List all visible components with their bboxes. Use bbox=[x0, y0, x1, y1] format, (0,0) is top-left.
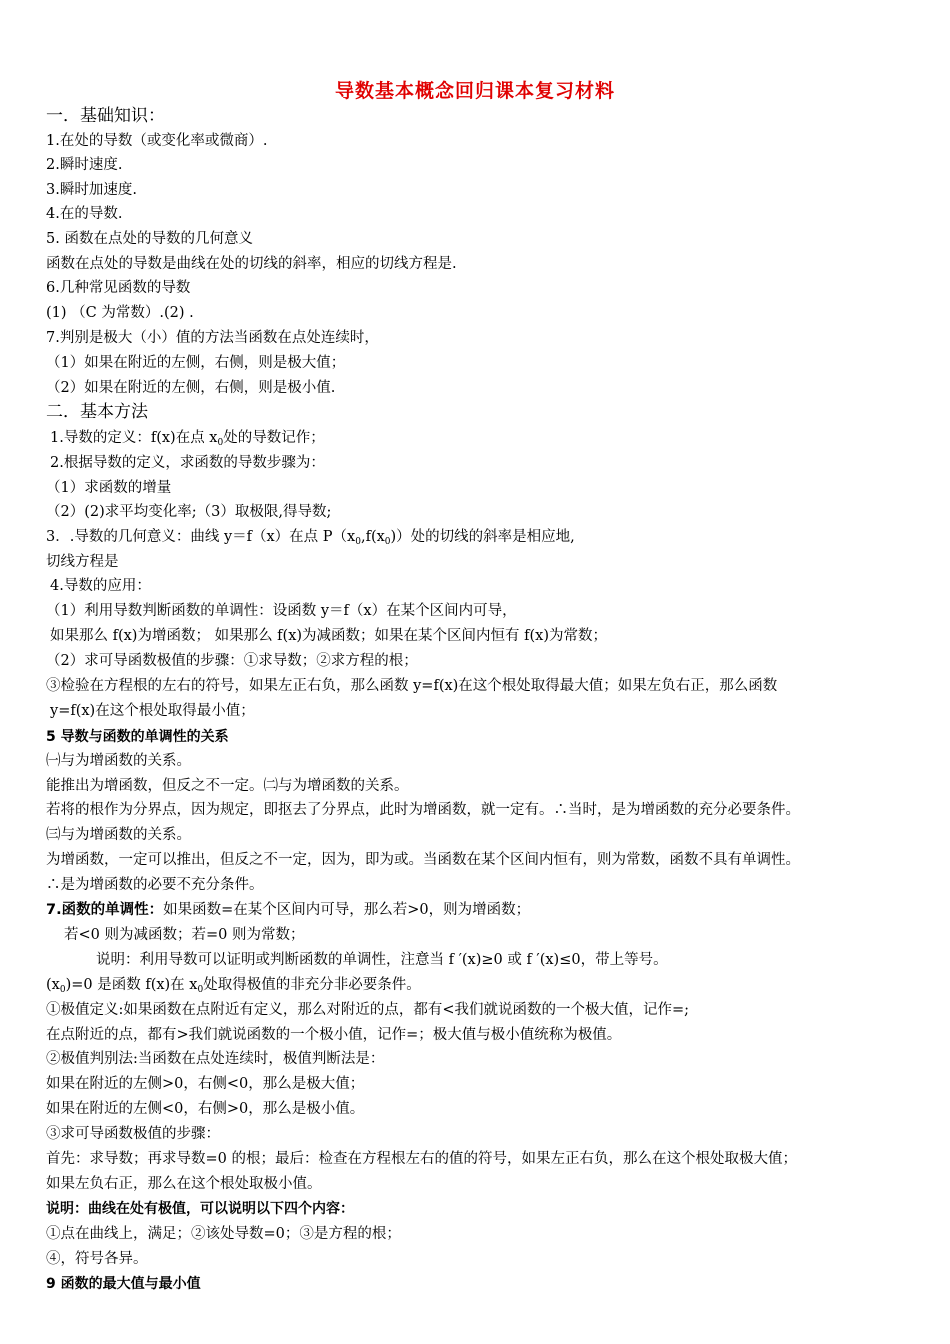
text-line: 若<0 则为减函数；若=0 则为常数； bbox=[64, 927, 305, 943]
text-fragment: ,f(x bbox=[360, 529, 385, 545]
text-line: （2）(2)求平均变化率;（3）取极限,得导数; bbox=[46, 504, 332, 520]
text-line: ∴是为增函数的必要不充分条件。 bbox=[46, 877, 264, 893]
text-line: 6.几种常见函数的导数 bbox=[46, 280, 191, 296]
text-line: 说明：利用导数可以证明或判断函数的单调性，注意当 f ′(x)≥0 或 f ′(x)≤0，带上等号。 bbox=[96, 952, 668, 968]
text-line: （2）如果在附近的左侧，右侧，则是极小值. bbox=[46, 380, 336, 396]
subscript: 0 bbox=[217, 438, 224, 448]
text-fragment: )=0 是函数 f(x)在 x bbox=[65, 977, 198, 993]
text-line: 如果在附近的左侧<0，右侧>0，那么是极小值。 bbox=[46, 1101, 365, 1117]
text-line: 如果左负右正，那么在这个根处取极小值。 bbox=[46, 1176, 322, 1192]
section-heading-max-min: 9 函数的最大值与最小值 bbox=[46, 1276, 201, 1292]
text-line: 1.在处的导数（或变化率或微商）. bbox=[46, 133, 268, 149]
bold-lead: 7.函数的单调性： bbox=[46, 902, 164, 918]
text-fragment: 1.导数的定义：f(x)在点 x bbox=[50, 430, 218, 446]
text-line: ③求可导函数极值的步骤： bbox=[46, 1126, 220, 1142]
subscript: 0 bbox=[384, 537, 391, 547]
text-line: 3.瞬时加速度. bbox=[46, 182, 137, 198]
text-line: 7.判别是极大（小）值的方法当函数在点处连续时， bbox=[46, 330, 379, 346]
text-line bbox=[46, 527, 575, 552]
text-line: （2）求可导函数极值的步骤：①求导数；②求方程的根； bbox=[46, 653, 418, 669]
text-fragment: 3．.导数的几何意义：曲线 y＝f（x）在点 P（x bbox=[46, 529, 356, 545]
text-line: 5. 函数在点处的导数的几何意义 bbox=[46, 231, 253, 247]
text-line: 函数在点处的导数是曲线在处的切线的斜率，相应的切线方程是. bbox=[46, 256, 457, 272]
text-line: y=f(x)在这个根处取得最小值； bbox=[50, 703, 255, 719]
text-line bbox=[46, 900, 530, 920]
text-line: 如果那么 f(x)为增函数； 如果那么 f(x)为减函数；如果在某个区间内恒有 f(x)为常数； bbox=[50, 628, 608, 644]
text-line: （1）如果在附近的左侧，右侧，则是极大值； bbox=[46, 355, 346, 371]
text-line: 4.导数的应用： bbox=[50, 578, 151, 594]
text-line: ①点在曲线上，满足；②该处导数=0；③是方程的根； bbox=[46, 1226, 401, 1242]
text-line: 2.根据导数的定义，求函数的导数步骤为： bbox=[50, 455, 325, 471]
text-line: ㈢与为增函数的关系。 bbox=[46, 827, 191, 843]
text-fragment: 处取得极值的非充分非必要条件。 bbox=[203, 977, 421, 993]
text-fragment: 处的导数记作； bbox=[223, 430, 325, 446]
text-line: （1）利用导数判断函数的单调性：设函数 y＝f（x）在某个区间内可导， bbox=[46, 603, 517, 619]
text-fragment: )）处的切线的斜率是相应地, bbox=[390, 529, 575, 545]
text-line: ③检验在方程根的左右的符号，如果左正右负，那么函数 y=f(x)在这个根处取得最大值；如果左负右正，那么函数 bbox=[46, 678, 778, 694]
text-line: ②极值判别法:当函数在点处连续时，极值判断法是： bbox=[46, 1051, 385, 1067]
section-heading-basic-knowledge: 一．基础知识： bbox=[46, 106, 165, 126]
text-line: 切线方程是 bbox=[46, 554, 119, 570]
note-heading: 说明：曲线在处有极值，可以说明以下四个内容： bbox=[46, 1201, 354, 1217]
text-line: 4.在的导数. bbox=[46, 206, 123, 222]
text-line: 能推出为增函数，但反之不一定。㈡与为增函数的关系。 bbox=[46, 778, 409, 794]
section-heading-monotonicity: 5 导数与函数的单调性的关系 bbox=[46, 729, 229, 745]
document-title: 导数基本概念回归课本复习材料 bbox=[334, 80, 615, 102]
subscript: 0 bbox=[355, 537, 361, 547]
subscript: 0 bbox=[59, 985, 66, 995]
text-line: 2.瞬时速度. bbox=[46, 157, 123, 173]
text-line: 在点附近的点，都有>我们就说函数的一个极小值，记作=；极大值与极小值统称为极值。 bbox=[46, 1027, 622, 1043]
text-line: ①极值定义:如果函数在点附近有定义，那么对附近的点，都有<我们就说函数的一个极大值，记作=; bbox=[46, 1002, 690, 1018]
section-heading-basic-methods: 二．基本方法 bbox=[46, 402, 148, 422]
text-line: 如果在附近的左侧>0，右侧<0，那么是极大值； bbox=[46, 1076, 365, 1092]
text-fragment: 如果函数=在某个区间内可导，那么若>0，则为增函数； bbox=[163, 902, 531, 918]
text-line: ④，符号各异。 bbox=[46, 1251, 148, 1267]
subscript: 0 bbox=[197, 985, 204, 995]
text-line: （1）求函数的增量 bbox=[46, 480, 172, 496]
text-line: 若将的根作为分界点，因为规定，即抠去了分界点，此时为增函数，就一定有。∴当时，是为增函数的充分必要条件。 bbox=[46, 802, 800, 818]
text-line: (1) （C 为常数）.(2) . bbox=[46, 305, 194, 321]
text-line bbox=[50, 428, 325, 453]
text-line: ㈠与为增函数的关系。 bbox=[46, 753, 191, 769]
text-line: 为增函数，一定可以推出，但反之不一定，因为，即为或。当函数在某个区间内恒有，则为常数，函数不具有单调性。 bbox=[46, 852, 800, 868]
text-fragment: (x bbox=[46, 977, 60, 993]
text-line: 首先：求导数；再求导数=0 的根；最后：检查在方程根左右的值的符号，如果左正右负，那么在这个根处取极大值； bbox=[46, 1151, 797, 1167]
text-line bbox=[46, 975, 421, 1000]
